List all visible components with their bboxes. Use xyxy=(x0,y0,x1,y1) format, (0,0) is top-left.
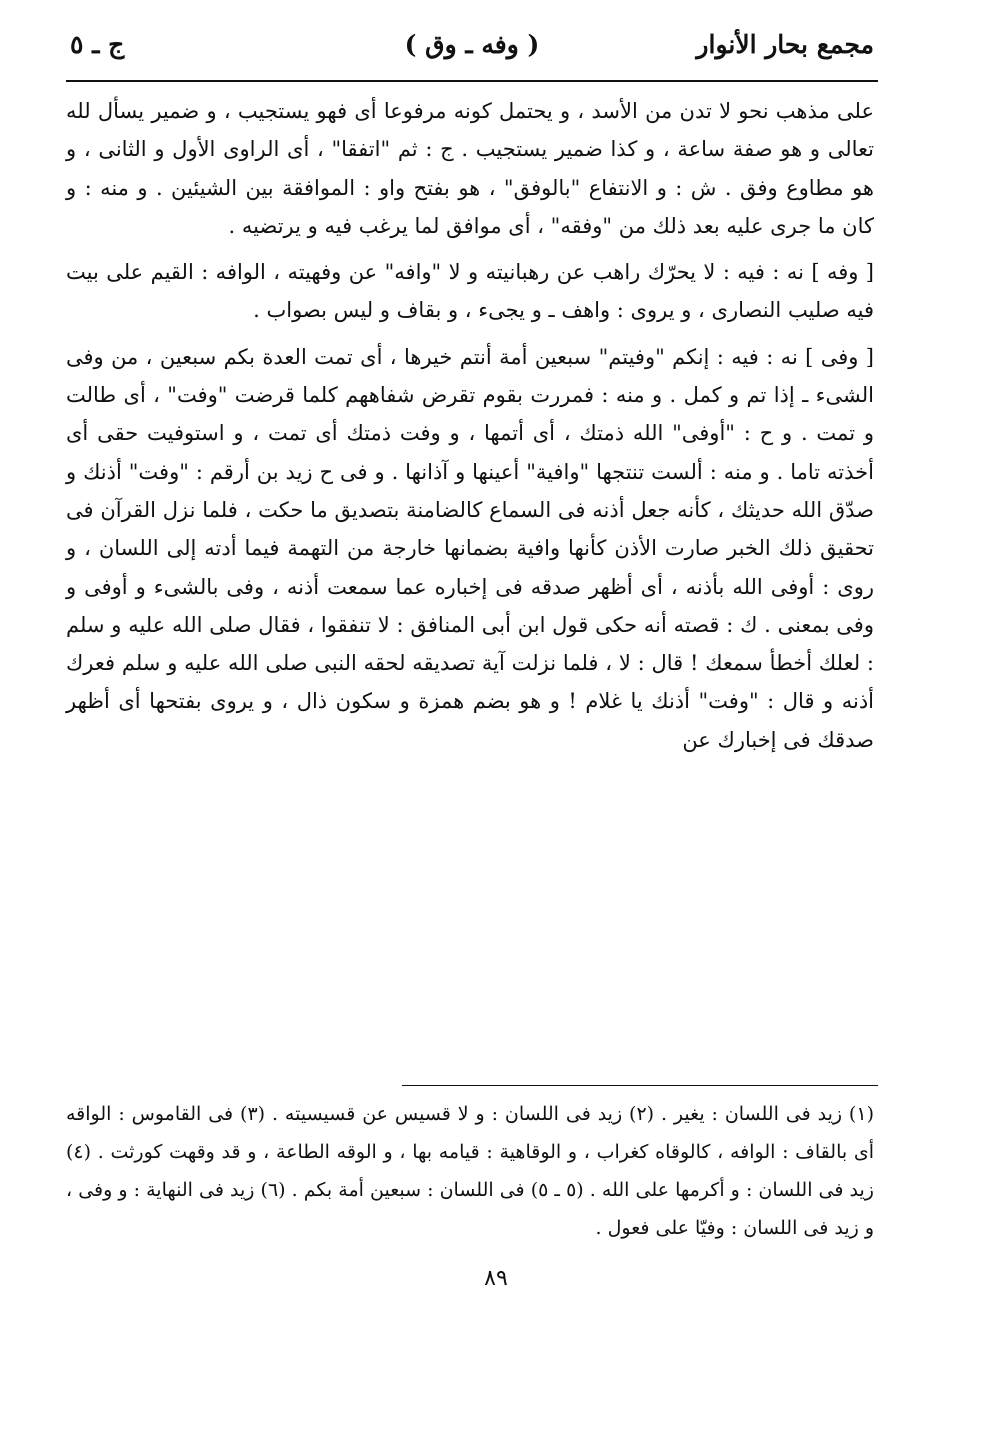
footnotes xyxy=(66,1095,874,1247)
paragraph-wfq-continuation: على مذهب نحو لا تدن من الأسد ، و يحتمل كونه مرفوعا أى فهو يستجيب ، و ضمير يسأل لله تعالى و هو صفة ساعة ، و كذا ضمير يستجيب . ج : ثم "اتفقا" ، أى الراوى الأول و الثانى ، و هو مطاوع وفق . ش : و الانتفاع "بالوفق" ، هو بفتح واو : الموافقة بين الشيئين . و منه : و كان ما جرى عليه بعد ذلك من "وفقه" ، أى موافق لما يرغب فيه و يرتضيه . xyxy=(66,99,874,238)
section-range: ( وفه ـ وق ) xyxy=(404,30,540,59)
volume-label: ج ـ ٥ xyxy=(70,30,125,59)
entry-wafa: [ وفى ] نه : فيه : إنكم "وفيتم" سبعين أمة أنتم خيرها ، أى تمت العدة بكم سبعين ، من وفى الشىء ـ إذا تم و كمل . و منه : فمررت بقوم تقرض شفاههم كلما قرضت "وفت" ، أى طالت و تمت . و ح : "أوفى" الله ذمتك ، أى أتمها ، و وفت ذمتك أى تمت ، و استوفيت حقى أى أخذته تاما . و منه : ألست تنتجها "وافية" أعينها و آذانها . و فى ح زيد بن أرقم : "وفت" أذنك و صدّق الله حديثك ، كأنه جعل أذنه فى السماع كالضامنة بتصديق ما حكت ، فلما نزل القرآن فى تحقيق ذلك الخبر صارت الأذن كأنها وافية بضمانها خارجة من التهمة فيما أدته إلى اللسان ، و روى : أوفى الله بأذنه ، أى أظهر صدقه فى إخباره عما سمعت أذنه ، وفى بالشىء و أوفى و وفى بمعنى . ك : قصته أنه حكى قول ابن أبى المنافق : لا تنفقوا ، فقال صلى الله عليه و سلم : لعلك أخطأ سمعك ! قال : لا ، فلما نزلت آية تصديقه لحقه النبى صلى الله عليه و سلم فعرك أذنه و قال : "وفت" أذنك يا غلام ! و هو بضم همزة و سكون ذال ، و يروى بفتحها أى أظهر صدقك فى إخبارك عن xyxy=(66,344,874,752)
running-header xyxy=(70,22,874,70)
page-number: ٨٩ xyxy=(484,1266,508,1291)
book-title: مجمع بحار الأنوار xyxy=(696,30,874,59)
main-text xyxy=(66,92,874,767)
entry-wafah: [ وفه ] نه : فيه : لا يحرّك راهب عن رهبانيته و لا "وافه" عن وفهيته ، الوافه : القيم على بيت فيه صليب النصارى ، و يروى : واهف ـ و يجىء ، و بقاف و ليس بصواب . xyxy=(66,260,874,323)
footnote-rule xyxy=(402,1085,878,1086)
header-rule xyxy=(66,80,878,82)
footnotes-text: (١) زيد فى اللسان : يغير . (٢) زيد فى اللسان : و لا قسيس عن قسيسيته . (٣) فى القاموس : الواقه أى بالقاف : الوافه ، كالوقاه كغراب ، و الوقاهية : قيامه بها ، و الوقه الطاعة ، و قد وقهت كورثت . (٤) زيد فى اللسان : و أكرمها على الله . (٥ ـ ٥) فى اللسان : سبعين أمة بكم . (٦) زيد فى النهاية : و وفى ، و زيد فى اللسان : وفيّا على فعول . xyxy=(66,1103,874,1239)
